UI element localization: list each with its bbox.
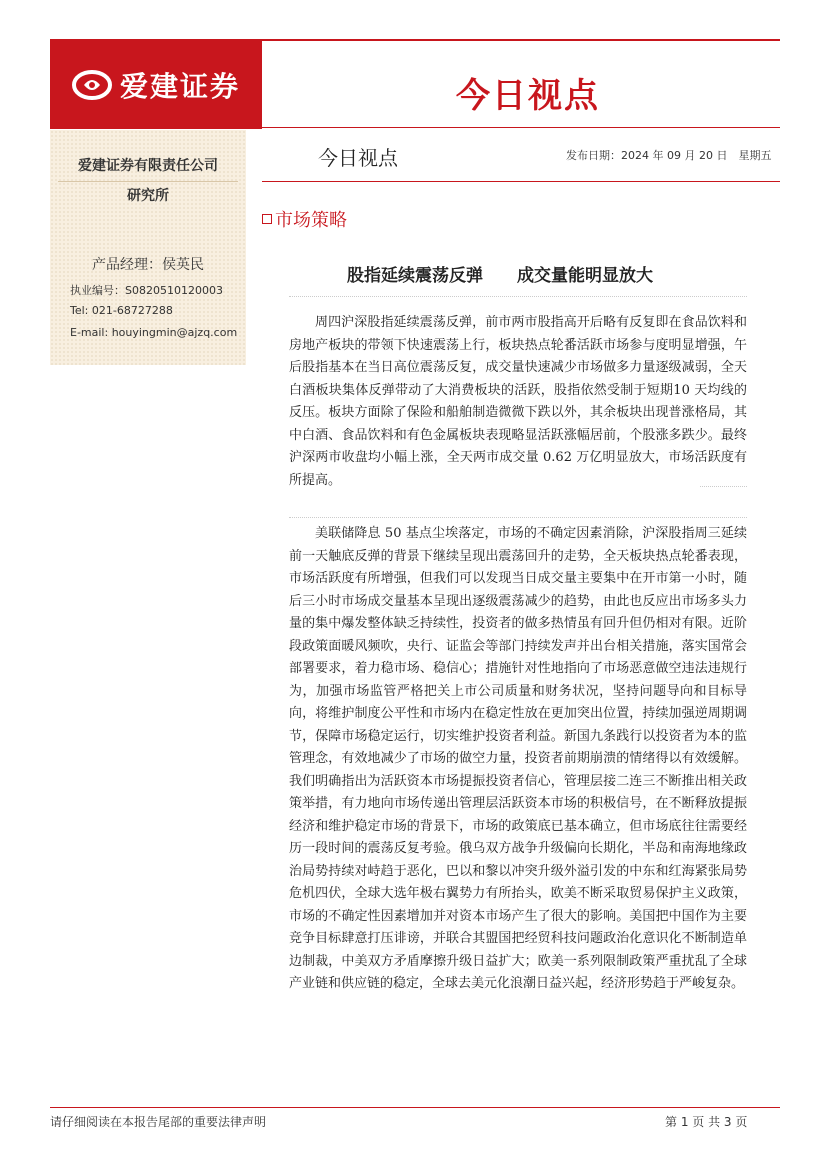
logo-text: 爱建证券 <box>119 70 240 103</box>
department-name: 研究所 <box>127 188 169 204</box>
paragraph1-bottom-rule <box>700 486 747 487</box>
publish-date: 发布日期：2024 年 09 月 20 日 星期五 <box>566 149 772 162</box>
header-rule <box>262 127 780 128</box>
headline-part2: 成交量能明显放大 <box>517 266 653 286</box>
telephone: Tel: 021-68727288 <box>70 304 173 317</box>
paragraph1-top-rule <box>289 296 747 297</box>
license-number: 执业编号：S0820510120003 <box>70 284 223 297</box>
logo-icon <box>72 69 112 101</box>
headline <box>347 261 653 286</box>
paragraph-1: 周四沪深股指延续震荡反弹，前市两市股指高开后略有反复即在食品饮料和房地产板块的带领下快速震荡上行，板块热点轮番活跃市场参与度明显增强，午后股指基本在当日高位震荡反复，成交量快速减少市场做多力量逐级减弱，全天白酒板块集体反弹带动了大消费板块的活跃，股指依然受制于短期10 天均线的反压。板块方面除了保险和船舶制造微微下跌以外，其余板块出现普涨格局，其中白酒、食品饮料和有色金属板块表现略显活跃涨幅居前，个股涨多跌少。最终沪深两市收盘均小幅上涨，全天两市成交量 0.62 万亿明显放大，市场活跃度有所提高。 <box>289 315 747 488</box>
sidebar <box>50 130 246 365</box>
sidebar-divider <box>58 181 238 182</box>
footer-disclaimer: 请仔细阅读在本报告尾部的重要法律声明 <box>50 1115 267 1129</box>
page-number: 第 1 页 共 3 页 <box>665 1115 748 1129</box>
title-rule <box>262 181 780 182</box>
section-label: 市场策略 <box>275 210 347 231</box>
square-bullet-icon <box>262 214 272 224</box>
header-title: 今日视点 <box>456 76 600 116</box>
doc-title: 今日视点 <box>318 146 398 170</box>
logo <box>50 41 262 129</box>
company-name: 爱建证券有限责任公司 <box>78 158 218 174</box>
email: E-mail: houyingmin@ajzq.com <box>70 326 238 339</box>
paragraph-2: 美联储降息 50 基点尘埃落定，市场的不确定因素消除，沪深股指周三延续前一天触底反弹的背景下继续呈现出震荡回升的走势，全天板块热点轮番表现，市场活跃度有所增强，但我们可以发现当日成交量主要集中在开市第一小时，随后三小时市场成交量基本呈现出逐级震荡减少的趋势，由此也反应出市场多头力量的集中爆发整体缺乏持续性，投资者的做多热情虽有回升但仍相对有限。近阶段政策面暖风频吹，央行、证监会等部门持续发声并出台相关措施，落实国常会部署要求，着力稳市场、稳信心；措施针对性地指向了市场恶意做空违法违规行为，加强市场监管严格把关上市公司质量和财务状况，坚持问题导向和目标导向，将维护制度公平性和市场内在稳定性放在更加突出位置，持续加强逆周期调节，保障市场稳定运行，切实维护投资者利益。新国九条践行以投资者为本的监管理念，有效地减少了市场的做空力量，投资者前期崩溃的情绪得以有效缓解。我们明确指出为活跃资本市场提振投资者信心，管理层接二连三不断推出相关政策举措，有力地向市场传递出管理层活跃资本市场的积极信号，在不断释放提振经济和维护稳定市场的背景下，市场的政策底已基本确立，但市场底往往需要经历一段时间的震荡反复考验。俄乌双方战争升级偏向长期化，半岛和南海地缘政治局势持续对峙趋于恶化，巴以和黎以冲突升级外溢引发的中东和红海紧张局势危机四伏，全球大选年极右翼势力有所抬头，欧美不断采取贸易保护主义政策，市场的不确定性因素增加并对资本市场产生了很大的影响。美国把中国作为主要竞争目标肆意打压诽谤，并联合其盟国把经贸科技问题政治化意识化不断制造单边制裁，中美双方矛盾摩擦升级日益扩大；欧美一系列限制政策严重扰乱了全球产业链和供应链的稳定，全球去美元化浪潮日益兴起，经济形势趋于严峻复杂。 <box>289 526 747 991</box>
footer-rule <box>50 1107 780 1108</box>
section-heading <box>262 206 347 232</box>
paragraph2-top-rule <box>289 517 747 518</box>
headline-part1: 股指延续震荡反弹 <box>347 266 483 286</box>
product-manager: 产品经理：侯英民 <box>92 257 204 273</box>
